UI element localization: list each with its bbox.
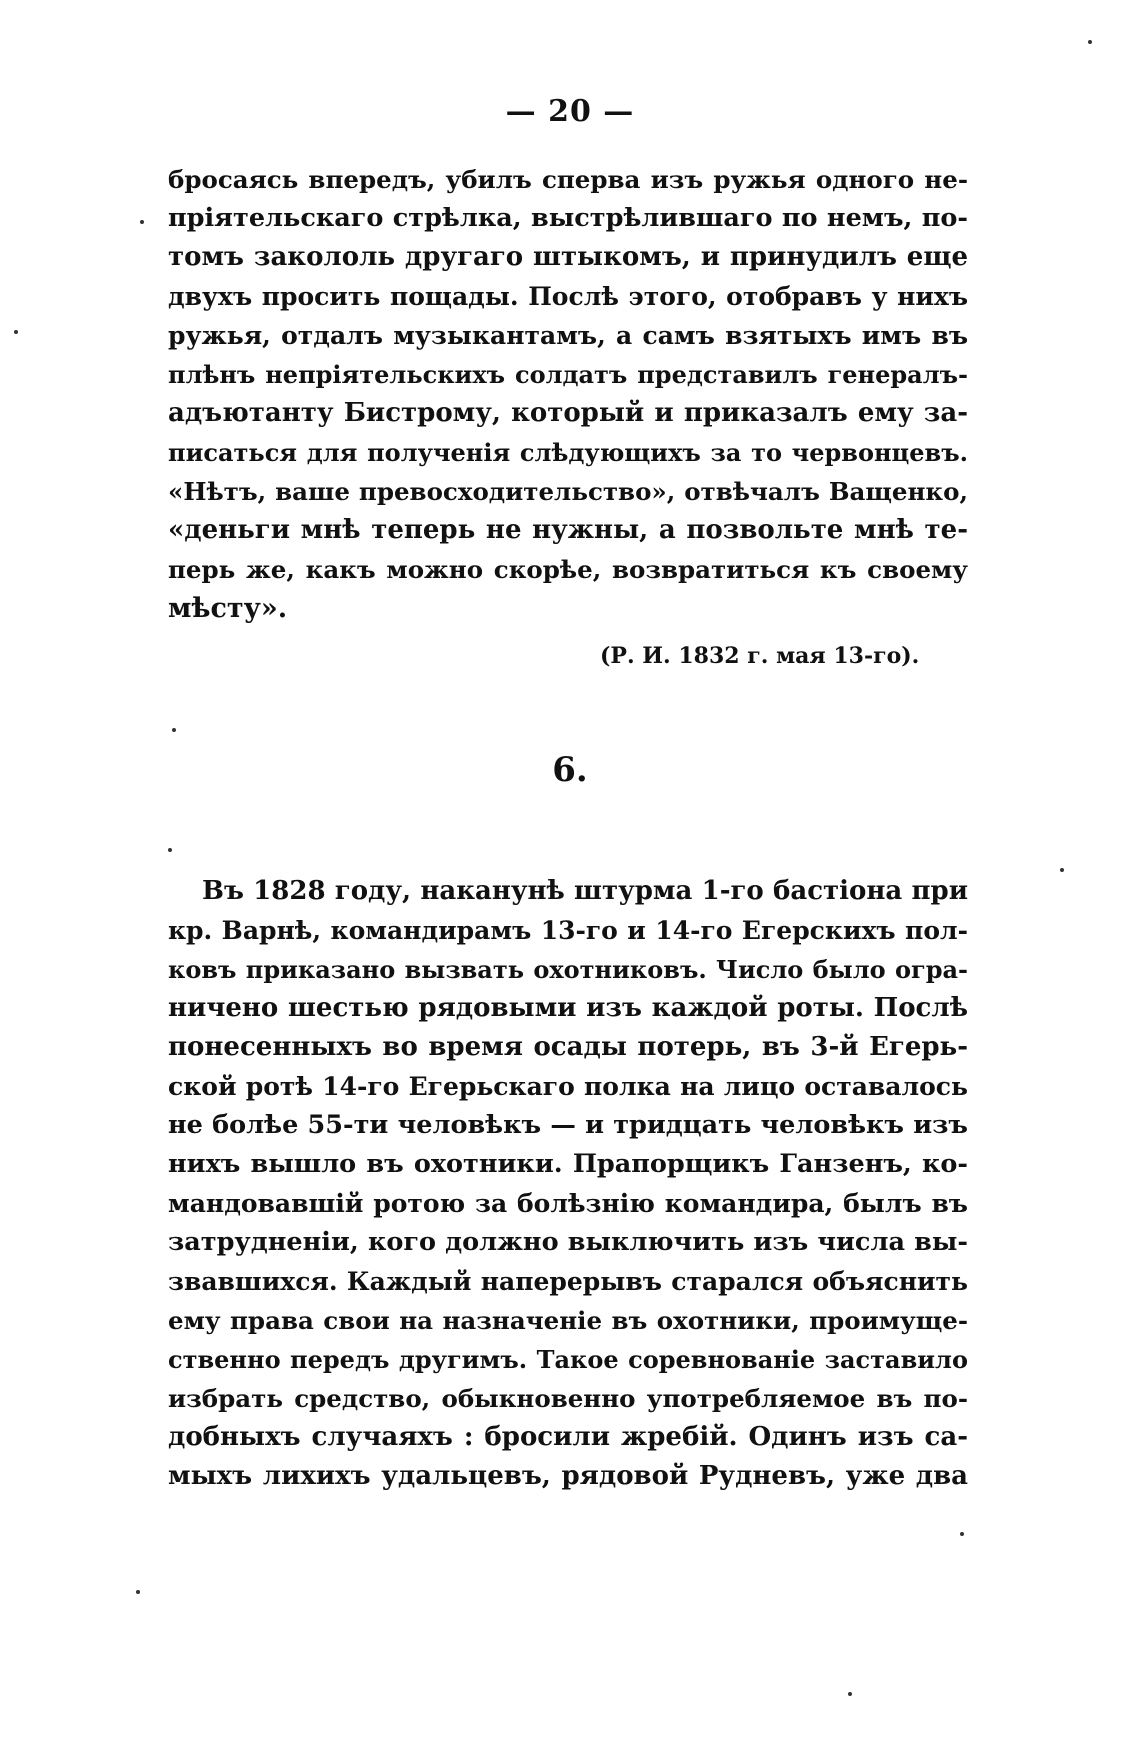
text-line: ничено шестью рядовыми изъ каждой роты. Послѣ: [168, 993, 968, 1023]
text-line: кр. Варнѣ, командирамъ 13-го и 14-го Егерскихъ пол-: [168, 916, 968, 945]
text-line: Въ 1828 году, наканунѣ штурма 1-го бастіона при: [202, 876, 968, 906]
scan-speck: [848, 1692, 852, 1696]
text-line: мѣсту».: [168, 593, 288, 624]
section-number: 6.: [552, 750, 588, 790]
scan-speck: [172, 728, 176, 732]
text-line: ему права свои на назначеніе въ охотники, проимуще-: [168, 1306, 968, 1335]
text-line: томъ закололь другаго штыкомъ, и принудилъ еще: [168, 242, 968, 272]
text-line: пріятельскаго стрѣлка, выстрѣлившаго по немъ, по-: [168, 203, 968, 233]
text-line: понесенныхъ во время осады потерь, въ 3-й Егерь-: [168, 1032, 968, 1062]
text-line: «Нѣтъ, ваше превосходительство», отвѣчалъ Ващенко,: [168, 477, 968, 506]
scan-speck: [168, 848, 172, 852]
text-line: писаться для полученія слѣдующихъ за то червонцевъ.: [168, 438, 968, 467]
scan-speck: [1060, 868, 1064, 872]
text-line: ружья, отдалъ музыкантамъ, а самъ взятыхъ имъ въ: [168, 321, 968, 350]
source-citation: (Р. И. 1832 г. мая 13-го).: [600, 643, 920, 669]
text-line: мыхъ лихихъ удальцевъ, рядовой Рудневъ, уже два: [168, 1461, 968, 1491]
text-line: избрать средство, обыкновенно употребляемое въ по-: [168, 1384, 968, 1413]
page-number: — 20 —: [505, 94, 635, 129]
text-line: «деньги мнѣ теперь не нужны, а позвольте мнѣ те-: [168, 515, 968, 545]
text-line: нихъ вышло въ охотники. Прапорщикъ Ганзенъ, ко-: [168, 1149, 968, 1179]
text-line: звавшихся. Каждый наперерывъ старался объяснить: [168, 1267, 968, 1296]
text-line: плѣнъ непріятельскихъ солдатъ представилъ генералъ-: [168, 360, 968, 389]
scan-speck: [136, 1590, 140, 1594]
text-line: бросаясь впередъ, убилъ сперва изъ ружья одного не-: [168, 165, 968, 194]
text-line: двухъ просить пощады. Послѣ этого, отобравъ у нихъ: [168, 282, 968, 311]
text-line: добныхъ случаяхъ : бросили жребій. Одинъ изъ са-: [168, 1422, 968, 1452]
scan-speck: [1088, 40, 1092, 44]
paragraph-section-6: [168, 872, 968, 1496]
scan-speck: [140, 220, 144, 224]
text-line: затрудненіи, кого должно выключить изъ числа вы-: [168, 1227, 968, 1257]
text-line: ковъ приказано вызвать охотниковъ. Число было огра-: [168, 955, 968, 984]
text-line: перь же, какъ можно скорѣе, возвратиться къ своему: [168, 555, 968, 584]
text-line: мандовавшій ротою за болѣзнію командира, былъ въ: [168, 1189, 968, 1218]
text-line: ственно передъ другимъ. Такое соревнованіе заставило: [168, 1345, 968, 1374]
text-line: ской ротѣ 14-го Егерьскаго полка на лицо оставалось: [168, 1072, 968, 1101]
scan-speck: [960, 1532, 964, 1536]
paragraph-continuation: [168, 160, 968, 628]
text-line: адъютанту Бистрому, который и приказалъ ему за-: [168, 398, 968, 428]
text-line: не болѣе 55-ти человѣкъ — и тридцать человѣкъ изъ: [168, 1110, 968, 1140]
scan-speck: [14, 330, 18, 334]
